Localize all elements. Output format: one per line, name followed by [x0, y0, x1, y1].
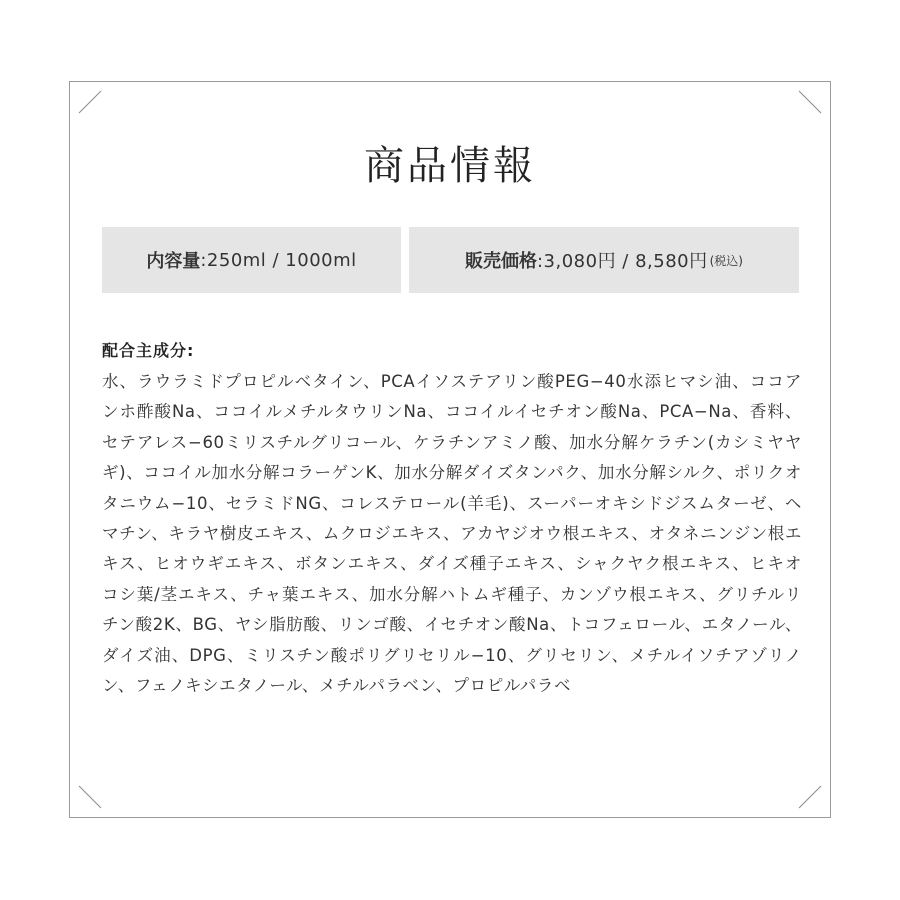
capacity-label: 内容量: [146, 251, 201, 272]
page-title: 商品情報: [364, 143, 536, 189]
corner-line-bottom-left-icon: [78, 785, 102, 809]
price-label: 販売価格: [464, 251, 537, 272]
price-value: :3,080円 / 8,580円: [536, 251, 708, 272]
corner-line-top-right-icon: [798, 90, 822, 114]
tax-note: (税込): [709, 253, 743, 268]
price-box: [409, 227, 799, 293]
ingredients-heading: 配合主成分:: [102, 341, 195, 360]
corner-line-bottom-right-icon: [798, 785, 822, 809]
corner-line-top-left-icon: [78, 90, 102, 114]
capacity-box: [102, 227, 401, 293]
product-info-panel: [69, 81, 831, 818]
ingredients-list: 水、ラウラミドプロピルベタイン、PCAイソステアリン酸PEG−40水添ヒマシ油、ココアンホ酢酸Na、ココイルメチルタウリンNa、ココイルイセチオン酸Na、PCA−Na、香料、セテアレス−60ミリスチルグリコール、ケラチンアミノ酸、加水分解ケラチン(カシミヤヤギ)、ココイル加水分解コラーゲンK、加水分解ダイズタンパク、加水分解シルク、ポリクオタニウム−10、セラミドNG、コレステロール(羊毛)、スーパーオキシドジスムターゼ、ヘマチン、キラヤ樹皮エキス、ムクロジエキス、アカヤジオウ根エキス、オタネニンジン根エキス、ヒオウギエキス、ボタンエキス、ダイズ種子エキス、シャクヤク根エキス、ヒキオコシ葉/茎エキス、チャ葉エキス、加水分解ハトムギ種子、カンゾウ根エキス、グリチルリチン酸2K、BG、ヤシ脂肪酸、リンゴ酸、イセチオン酸Na、トコフェロール、エタノール、ダイズ油、DPG、ミリスチン酸ポリグリセリル−10、グリセリン、メチルイソチアゾリノン、フェノキシエタノール、メチルパラベン、プロピルパラベ: [102, 372, 802, 696]
capacity-value: :250ml / 1000ml: [200, 249, 357, 271]
